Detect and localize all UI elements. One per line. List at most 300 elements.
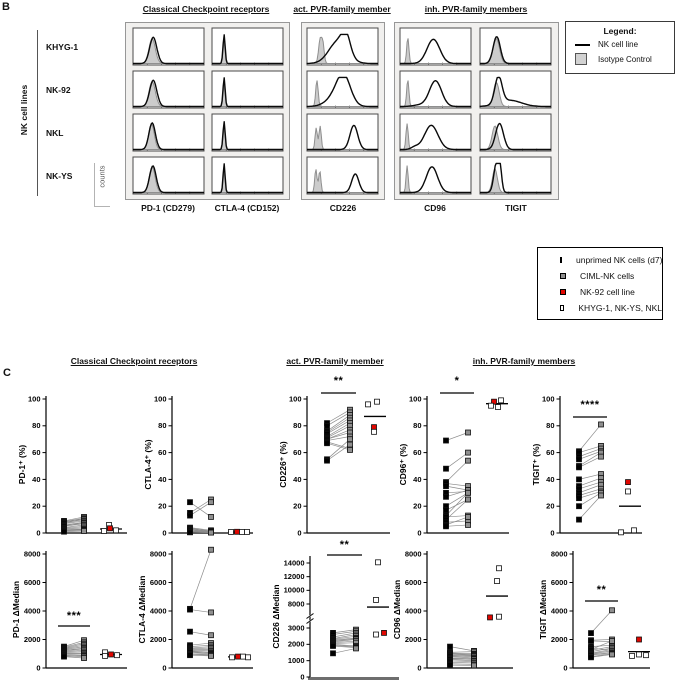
ciml-nk-point [599, 480, 604, 485]
ciml-nk-point [82, 644, 87, 649]
plot-tigit_pct [531, 394, 642, 537]
pair-line [190, 531, 211, 532]
histogram-box-inh-pvr [394, 22, 559, 200]
pair-line [327, 439, 350, 459]
unprimed-nk-point [62, 653, 67, 658]
pair-line [591, 641, 612, 650]
cell-line-point [115, 653, 120, 658]
y-tick-label: 80 [32, 421, 41, 431]
ciml-nk-point [466, 450, 471, 455]
unprimed-nk-point [589, 654, 594, 659]
ciml-nk-point [610, 647, 615, 652]
ciml-nk-point [82, 520, 87, 525]
y-tick-label: 100 [408, 394, 422, 404]
cell-line-point [103, 653, 108, 658]
unprimed-nk-point [325, 421, 330, 426]
pair-line [446, 517, 468, 525]
cell-lines-open-symbol [560, 305, 564, 311]
ciml-nk-point [472, 661, 477, 666]
y-tick-label: 6000 [23, 577, 41, 587]
y-tick-label: 0 [417, 528, 422, 538]
unprimed-nk-point [444, 508, 449, 513]
ciml-nk-point [82, 514, 87, 519]
pair-line [64, 529, 84, 530]
ciml-nk-point [82, 656, 87, 661]
unprimed-nk-point [188, 643, 193, 648]
unprimed-nk-point [589, 647, 594, 652]
unprimed-nk-point [577, 465, 582, 470]
unprimed-nk-point [448, 663, 453, 668]
histogram-box-cd226 [301, 22, 385, 200]
cell-line-point [499, 398, 504, 403]
ciml-nk-point [610, 652, 615, 657]
unprimed-nk-point [188, 526, 193, 531]
plot-cd96_pct [398, 375, 509, 537]
pair-line [190, 610, 211, 613]
ciml-nk-point [472, 654, 477, 659]
pair-line [327, 412, 350, 425]
ciml-nk-point [610, 637, 615, 642]
cell-line-point [103, 650, 108, 655]
ciml-nk-point [209, 530, 214, 535]
ciml-nk-point [209, 547, 214, 552]
unprimed-nk-point [188, 500, 193, 505]
panel-c-header-classical-checkpoint: Classical Checkpoint receptors [70, 356, 198, 366]
unprimed-nk-point [444, 438, 449, 443]
y-tick-label: 0 [36, 663, 41, 673]
unprimed-nk-point [448, 654, 453, 659]
pair-line [579, 491, 601, 498]
unprimed-nk-point [188, 510, 193, 515]
y-tick-label: 2000 [287, 639, 305, 649]
pair-line [64, 526, 84, 528]
unprimed-nk-point [331, 638, 336, 643]
nk92-point [382, 630, 387, 635]
pair-line [446, 525, 468, 526]
panel-c-header-inh-pvr: inh. PVR-family members [472, 356, 576, 366]
pair-line [64, 644, 84, 648]
ciml-nk-point [209, 643, 214, 648]
unprimed-nk-point [331, 632, 336, 637]
y-tick-label: 0 [162, 663, 167, 673]
nk92-point [108, 526, 113, 531]
ciml-nk-point [472, 657, 477, 662]
pair-line [446, 491, 468, 492]
unprimed-nk-point [577, 517, 582, 522]
y-axis-label: CTLA-4⁺ (%) [143, 439, 153, 490]
unprimed-nk-point [448, 656, 453, 661]
pair-line [579, 453, 601, 466]
pair-line [64, 523, 84, 526]
ciml-nk-point [354, 643, 359, 648]
pair-line [450, 647, 474, 651]
pair-line [327, 420, 350, 433]
ciml-nk-point [610, 646, 615, 651]
ciml-nk-point [82, 638, 87, 643]
unprimed-nk-point [188, 651, 193, 656]
ciml-nk-point [348, 415, 353, 420]
pair-line [333, 633, 356, 637]
pair-line [190, 531, 211, 532]
unprimed-nk-point [188, 528, 193, 533]
pair-line [591, 640, 612, 641]
pair-line [450, 657, 474, 658]
unprimed-nk-point [577, 449, 582, 454]
ciml-nk-point [209, 528, 214, 533]
unprimed-nk-point [325, 438, 330, 443]
pair-line [579, 474, 601, 479]
pair-line [190, 530, 211, 532]
pair-line [579, 489, 601, 496]
ciml-nk-point [466, 514, 471, 519]
cell-line-point [497, 614, 502, 619]
ciml-nk-point [82, 653, 87, 658]
y-tick-label: 0 [417, 663, 422, 673]
legend-item-label: CIML-NK cells [580, 271, 635, 281]
unprimed-nk-point [188, 652, 193, 657]
unprimed-nk-point [589, 651, 594, 656]
ciml-nk-point [348, 413, 353, 418]
pair-line [333, 639, 356, 641]
unprimed-nk-point [589, 649, 594, 654]
unprimed-nk-point [188, 646, 193, 651]
unprimed-nk-point [448, 658, 453, 663]
pair-line [591, 654, 612, 657]
pair-line [64, 525, 84, 528]
significance-stars: ** [333, 375, 344, 387]
ciml-nk-point [354, 635, 359, 640]
y-axis-label: CD226 ΔMedian [271, 584, 281, 649]
ciml-nk-point [610, 648, 615, 653]
marker-label-pd1: PD-1 (CD279) [141, 203, 195, 213]
unprimed-nk-point [448, 652, 453, 657]
nk92-point [235, 529, 240, 534]
pair-line [327, 430, 350, 439]
y-tick-label: 20 [413, 501, 422, 511]
y-tick-label: 100 [153, 394, 167, 404]
ciml-nk-point [354, 644, 359, 649]
y-tick-label: 20 [293, 501, 302, 511]
ciml-nk-point [348, 442, 353, 447]
unprimed-nk-point [589, 638, 594, 643]
pair-line [579, 495, 601, 519]
unprimed-nk-point [62, 525, 67, 530]
ciml-nk-point [599, 454, 604, 459]
ciml-nk-point [82, 526, 87, 531]
pair-line [64, 521, 84, 524]
unprimed-nk-point [589, 648, 594, 653]
ciml-nk-point [209, 652, 214, 657]
pair-line [64, 649, 84, 651]
unprimed-nk-point [325, 429, 330, 434]
pair-line [591, 652, 612, 654]
legend-item-label: unprimed NK cells (d7) [576, 255, 663, 265]
y-axis-label: TIGIT ΔMedian [538, 579, 548, 640]
pair-line [64, 654, 84, 655]
ciml-nk-point [599, 490, 604, 495]
pair-line [64, 656, 84, 657]
unprimed-nk-point [577, 484, 582, 489]
unprimed-nk-point [188, 653, 193, 658]
y-tick-label: 0 [550, 528, 555, 538]
cell-line-point [246, 655, 251, 660]
ciml-nk-point [610, 651, 615, 656]
y-axis-label: PD-1 ΔMedian [11, 580, 21, 639]
pair-line [190, 502, 211, 515]
y-tick-label: 12000 [283, 572, 305, 582]
y-tick-label: 4000 [149, 606, 167, 616]
pair-line [64, 517, 84, 521]
panel-b-header-classical-checkpoint: Classical Checkpoint receptors [142, 4, 270, 14]
ciml-nk-point [209, 651, 214, 656]
unprimed-nk-point [331, 651, 336, 656]
ciml-nk-point [466, 513, 471, 518]
pair-line [591, 654, 612, 657]
y-tick-label: 0 [300, 672, 305, 682]
ciml-nk-point [348, 430, 353, 435]
ciml-nk-point [82, 653, 87, 658]
pair-line [333, 648, 356, 653]
nk-cell-line-symbol [575, 44, 591, 46]
ciml-nk-point [209, 641, 214, 646]
pair-line [446, 500, 468, 511]
panel-b-label: B [2, 1, 10, 13]
pair-line [64, 518, 84, 521]
significance-stars: *** [66, 610, 82, 622]
legend-item-label: KHYG-1, NK-YS, NKL [578, 303, 662, 313]
pair-line [190, 632, 211, 636]
unprimed-nk-point [448, 653, 453, 658]
unprimed-nk-point [62, 650, 67, 655]
ciml-nk-point [348, 418, 353, 423]
ciml-nk-point [599, 482, 604, 487]
ciml-nk-point [610, 651, 615, 656]
pair-line [591, 648, 612, 650]
unprimed-nk-point [331, 640, 336, 645]
ciml-nk-point [354, 646, 359, 651]
ciml-nk-point [466, 497, 471, 502]
pair-line [579, 451, 601, 459]
pair-line [327, 418, 350, 433]
cell-line-point [495, 579, 500, 584]
y-tick-label: 2000 [23, 634, 41, 644]
pair-line [190, 529, 211, 531]
ciml-nk-point [466, 518, 471, 523]
unprimed-nk-point [188, 529, 193, 534]
ciml-nk-point [466, 488, 471, 493]
ciml-nk-point [472, 648, 477, 653]
pair-line [450, 664, 474, 665]
pair-line [591, 653, 612, 655]
ciml-nk-point [209, 529, 214, 534]
pair-line [64, 524, 84, 527]
y-tick-label: 0 [563, 663, 568, 673]
panel-c-header-act-pvr: act. PVR-family member [286, 356, 384, 366]
ciml-nk-point [466, 489, 471, 494]
pair-line [579, 482, 601, 489]
unprimed-nk-point [62, 526, 67, 531]
pair-line [190, 528, 211, 531]
unprimed-nk-point [577, 496, 582, 501]
pair-line [591, 648, 612, 652]
pair-line [333, 643, 356, 644]
y-tick-label: 6000 [550, 577, 568, 587]
y-tick-label: 2000 [550, 634, 568, 644]
unprimed-nk-point [62, 646, 67, 651]
cell-line-point [637, 652, 642, 657]
pair-line [446, 493, 468, 506]
ciml-nk-point [348, 434, 353, 439]
ciml-nk-point [599, 422, 604, 427]
ciml-nk-point [472, 658, 477, 663]
plot-cd226_pct [278, 375, 390, 537]
unprimed-nk-point [325, 431, 330, 436]
unprimed-nk-point [444, 481, 449, 486]
ciml-nk-point [82, 520, 87, 525]
ciml-nk-point [82, 641, 87, 646]
pair-line [450, 656, 474, 657]
pair-line [190, 530, 211, 531]
row-label-nkys: NK-YS [46, 171, 73, 181]
unprimed-nk-point [448, 644, 453, 649]
panel-b-legend [565, 21, 675, 74]
pair-line [64, 530, 84, 531]
unprimed-nk-point [188, 647, 193, 652]
y-tick-label: 8000 [404, 549, 422, 559]
unprimed-nk-point [577, 454, 582, 459]
y-tick-label: 4000 [404, 606, 422, 616]
unprimed-nk-point [444, 524, 449, 529]
ciml-nk-point [348, 437, 353, 442]
cell-line-point [496, 405, 501, 410]
ciml-nk-point [82, 651, 87, 656]
unprimed-nk-point [444, 522, 449, 527]
ciml-nk-point [599, 446, 604, 451]
ciml-nk-point [82, 517, 87, 522]
panel-b-header-act-pvr: act. PVR-family member [293, 4, 391, 14]
pair-line [190, 647, 211, 648]
y-tick-label: 40 [546, 474, 555, 484]
unprimed-nk-point [589, 651, 594, 656]
unprimed-nk-point [62, 522, 67, 527]
y-tick-label: 0 [36, 528, 41, 538]
unprimed-nk-point [188, 646, 193, 651]
ciml-nk-point [82, 649, 87, 654]
unprimed-nk-point [62, 654, 67, 659]
pair-line [190, 528, 211, 531]
unprimed-nk-point [325, 430, 330, 435]
nk92-symbol [560, 289, 566, 295]
unprimed-nk-point [589, 655, 594, 660]
pair-line [190, 654, 211, 655]
pair-line [450, 661, 474, 662]
pair-line [450, 652, 474, 653]
unprimed-nk-point [448, 660, 453, 665]
ciml-nk-point [472, 649, 477, 654]
ciml-nk-point [610, 638, 615, 643]
cell-line-point [626, 489, 631, 494]
y-tick-label: 60 [546, 448, 555, 457]
pair-line [579, 485, 601, 493]
unprimed-nk-point [188, 527, 193, 532]
unprimed-nk-point [325, 437, 330, 442]
ciml-nk-point [209, 650, 214, 655]
unprimed-nk-point [444, 504, 449, 509]
ciml-nk-point [348, 410, 353, 415]
marker-label-cd96: CD96 [424, 203, 446, 213]
pair-line [579, 424, 601, 451]
unprimed-nk-point [62, 519, 67, 524]
legend-item-label: NK-92 cell line [580, 287, 635, 297]
unprimed-nk-point [325, 458, 330, 463]
y-tick-label: 60 [158, 448, 167, 457]
cell-line-point [230, 655, 235, 660]
unprimed-nk-point [577, 490, 582, 495]
plot-ctla4_pct [143, 394, 253, 537]
pair-line [190, 648, 211, 649]
unprimed-nk-point [188, 529, 193, 534]
pair-line [327, 442, 350, 449]
plot-cd226_dm [271, 539, 399, 681]
ciml-nk-point [354, 637, 359, 642]
y-tick-label: 100 [27, 394, 41, 404]
ciml-nk-point [466, 490, 471, 495]
nk92-point [236, 654, 241, 659]
unprimed-nk-point [62, 648, 67, 653]
ciml-nk-point [354, 632, 359, 637]
y-axis-label: CD96 ΔMedian [392, 579, 402, 640]
ciml-nk-point [599, 472, 604, 477]
axis-break-mark [307, 614, 314, 619]
unprimed-nk-point [331, 643, 336, 648]
ciml-nk-point [466, 458, 471, 463]
pair-line [190, 645, 211, 646]
pair-line [64, 650, 84, 651]
unprimed-nk-point [448, 657, 453, 662]
ciml-nk-point [82, 643, 87, 648]
ciml-nk-point [82, 521, 87, 526]
unprimed-nk-point [188, 530, 193, 535]
pair-line [450, 658, 474, 659]
cell-line-point [375, 399, 380, 404]
unprimed-nk-point [577, 477, 582, 482]
ciml-nk-point [348, 446, 353, 451]
y-tick-label: 40 [293, 474, 302, 484]
pair-line [64, 520, 84, 523]
ciml-nk-point [599, 486, 604, 491]
unprimed-nk-point [62, 518, 67, 523]
pair-line [446, 493, 468, 516]
pair-line [333, 644, 356, 646]
unprimed-nk-point [331, 634, 336, 639]
unprimed-nk-point [188, 648, 193, 653]
ciml-nk-point [610, 608, 615, 613]
unprimed-nk-point [62, 653, 67, 658]
pair-line [64, 657, 84, 658]
ciml-nk-point [209, 644, 214, 649]
ciml-nk-point [466, 522, 471, 527]
ciml-nk-point [82, 648, 87, 653]
unprimed-nk-point [444, 517, 449, 522]
ciml-nk-point [599, 450, 604, 455]
isotype-control-symbol [575, 53, 591, 65]
pair-line [190, 650, 211, 651]
pair-line [450, 662, 474, 663]
unprimed-nk-point [325, 441, 330, 446]
y-tick-label: 6000 [149, 577, 167, 587]
ciml-nk-point [209, 530, 214, 535]
legend-item-isotype [575, 53, 674, 65]
